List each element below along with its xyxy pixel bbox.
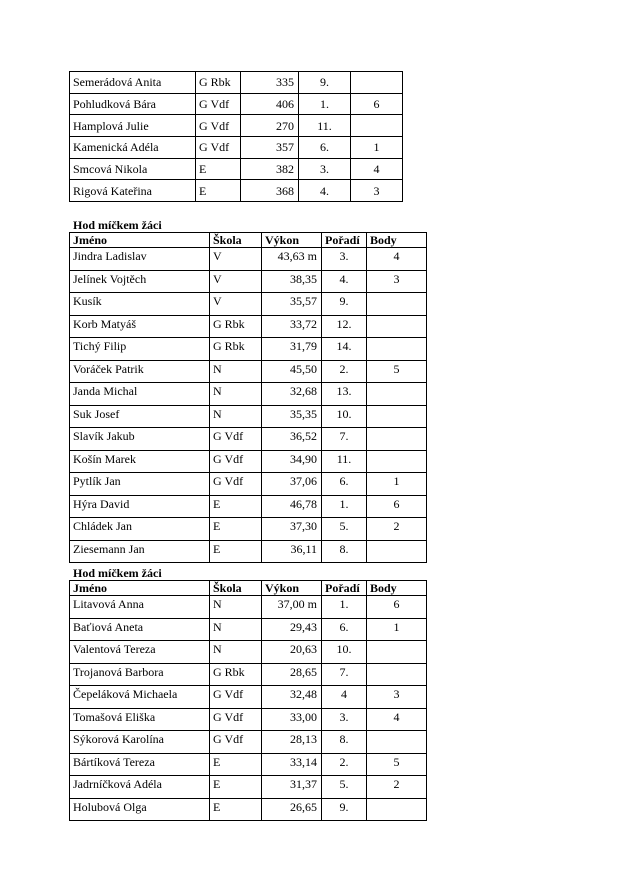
result-cell: 37,30 bbox=[262, 518, 322, 541]
school-cell: G Rbk bbox=[210, 315, 262, 338]
result-cell: 33,14 bbox=[262, 753, 322, 776]
name-cell: Suk Josef bbox=[70, 405, 210, 428]
rank-cell: 4 bbox=[322, 686, 367, 709]
table-row bbox=[70, 180, 403, 202]
points-cell bbox=[367, 663, 427, 686]
school-cell: G Rbk bbox=[210, 663, 262, 686]
table-row bbox=[70, 753, 427, 776]
name-cell: Janda Michal bbox=[70, 383, 210, 406]
school-cell: E bbox=[210, 776, 262, 799]
points-cell bbox=[367, 731, 427, 754]
name-cell: Hamplová Julie bbox=[70, 115, 196, 137]
rank-cell: 4. bbox=[322, 270, 367, 293]
results-table-3 bbox=[69, 580, 427, 821]
table-row bbox=[70, 596, 427, 619]
school-cell: N bbox=[210, 618, 262, 641]
school-cell: E bbox=[210, 495, 262, 518]
header-jmeno: Jméno bbox=[70, 581, 210, 596]
rank-cell: 10. bbox=[322, 641, 367, 664]
header-poradi: Pořadí bbox=[322, 581, 367, 596]
table-row bbox=[70, 495, 427, 518]
table-row bbox=[70, 293, 427, 316]
result-cell: 45,50 bbox=[262, 360, 322, 383]
header-skola: Škola bbox=[210, 233, 262, 248]
name-cell: Smcová Nikola bbox=[70, 158, 196, 180]
result-cell: 368 bbox=[241, 180, 299, 202]
table-3-body bbox=[70, 596, 427, 821]
points-cell bbox=[351, 72, 403, 94]
table-1-body bbox=[70, 72, 403, 202]
table-row bbox=[70, 518, 427, 541]
name-cell: Pohludková Bára bbox=[70, 93, 196, 115]
table-row bbox=[70, 663, 427, 686]
table-row bbox=[70, 248, 427, 271]
school-cell: G Vdf bbox=[210, 428, 262, 451]
result-cell: 37,06 bbox=[262, 473, 322, 496]
table-row bbox=[70, 72, 403, 94]
points-cell bbox=[367, 293, 427, 316]
rank-cell: 4. bbox=[299, 180, 351, 202]
name-cell: Jelínek Vojtěch bbox=[70, 270, 210, 293]
school-cell: G Vdf bbox=[196, 93, 241, 115]
results-table-2 bbox=[69, 232, 427, 563]
result-cell: 406 bbox=[241, 93, 299, 115]
points-cell: 3 bbox=[367, 270, 427, 293]
table-row bbox=[70, 338, 427, 361]
rank-cell: 9. bbox=[322, 798, 367, 821]
name-cell: Bártíková Tereza bbox=[70, 753, 210, 776]
name-cell: Sýkorová Karolína bbox=[70, 731, 210, 754]
results-table-1 bbox=[69, 71, 403, 202]
points-cell bbox=[367, 641, 427, 664]
result-cell: 357 bbox=[241, 137, 299, 159]
table-row bbox=[70, 137, 403, 159]
school-cell: G Vdf bbox=[210, 731, 262, 754]
points-cell bbox=[367, 405, 427, 428]
header-body: Body bbox=[367, 233, 427, 248]
rank-cell: 11. bbox=[322, 450, 367, 473]
rank-cell: 7. bbox=[322, 663, 367, 686]
school-cell: N bbox=[210, 360, 262, 383]
points-cell bbox=[367, 338, 427, 361]
rank-cell: 14. bbox=[322, 338, 367, 361]
points-cell bbox=[351, 115, 403, 137]
name-cell: Kamenická Adéla bbox=[70, 137, 196, 159]
points-cell: 3 bbox=[367, 686, 427, 709]
name-cell: Semerádová Anita bbox=[70, 72, 196, 94]
school-cell: E bbox=[196, 158, 241, 180]
school-cell: E bbox=[196, 180, 241, 202]
name-cell: Slavík Jakub bbox=[70, 428, 210, 451]
section-heading-3: Hod míčkem žáci bbox=[73, 566, 162, 580]
result-cell: 38,35 bbox=[262, 270, 322, 293]
school-cell: G Vdf bbox=[210, 686, 262, 709]
table-row bbox=[70, 473, 427, 496]
rank-cell: 13. bbox=[322, 383, 367, 406]
name-cell: Baťiová Aneta bbox=[70, 618, 210, 641]
result-cell: 270 bbox=[241, 115, 299, 137]
rank-cell: 1. bbox=[299, 93, 351, 115]
table-row bbox=[70, 428, 427, 451]
rank-cell: 6. bbox=[322, 618, 367, 641]
result-cell: 36,11 bbox=[262, 540, 322, 563]
points-cell: 6 bbox=[367, 495, 427, 518]
result-cell: 28,13 bbox=[262, 731, 322, 754]
name-cell: Tichý Filip bbox=[70, 338, 210, 361]
points-cell: 6 bbox=[367, 596, 427, 619]
school-cell: E bbox=[210, 518, 262, 541]
name-cell: Jindra Ladislav bbox=[70, 248, 210, 271]
table-row bbox=[70, 93, 403, 115]
result-cell: 43,63 m bbox=[262, 248, 322, 271]
result-cell: 20,63 bbox=[262, 641, 322, 664]
name-cell: Holubová Olga bbox=[70, 798, 210, 821]
name-cell: Hýra David bbox=[70, 495, 210, 518]
name-cell: Kusík bbox=[70, 293, 210, 316]
header-jmeno: Jméno bbox=[70, 233, 210, 248]
school-cell: V bbox=[210, 293, 262, 316]
table-row bbox=[70, 270, 427, 293]
points-cell bbox=[367, 428, 427, 451]
points-cell: 1 bbox=[367, 618, 427, 641]
section-heading-2: Hod míčkem žáci bbox=[73, 218, 162, 232]
result-cell: 36,52 bbox=[262, 428, 322, 451]
school-cell: E bbox=[210, 540, 262, 563]
name-cell: Rigová Kateřina bbox=[70, 180, 196, 202]
school-cell: G Rbk bbox=[196, 72, 241, 94]
rank-cell: 8. bbox=[322, 540, 367, 563]
result-cell: 35,57 bbox=[262, 293, 322, 316]
header-skola: Škola bbox=[210, 581, 262, 596]
result-cell: 37,00 m bbox=[262, 596, 322, 619]
table-row bbox=[70, 731, 427, 754]
table-row bbox=[70, 708, 427, 731]
name-cell: Jadrníčková Adéla bbox=[70, 776, 210, 799]
header-vykon: Výkon bbox=[262, 233, 322, 248]
rank-cell: 5. bbox=[322, 518, 367, 541]
points-cell: 2 bbox=[367, 518, 427, 541]
header-poradi: Pořadí bbox=[322, 233, 367, 248]
points-cell: 1 bbox=[367, 473, 427, 496]
result-cell: 32,48 bbox=[262, 686, 322, 709]
school-cell: N bbox=[210, 383, 262, 406]
rank-cell: 2. bbox=[322, 753, 367, 776]
school-cell: N bbox=[210, 405, 262, 428]
school-cell: N bbox=[210, 596, 262, 619]
rank-cell: 6. bbox=[322, 473, 367, 496]
points-cell bbox=[367, 540, 427, 563]
table-row bbox=[70, 383, 427, 406]
school-cell: E bbox=[210, 798, 262, 821]
table-row bbox=[70, 618, 427, 641]
header-vykon: Výkon bbox=[262, 581, 322, 596]
rank-cell: 7. bbox=[322, 428, 367, 451]
points-cell: 5 bbox=[367, 753, 427, 776]
points-cell: 4 bbox=[367, 708, 427, 731]
table-row bbox=[70, 540, 427, 563]
points-cell: 5 bbox=[367, 360, 427, 383]
points-cell: 2 bbox=[367, 776, 427, 799]
table-row bbox=[70, 798, 427, 821]
school-cell: G Vdf bbox=[210, 450, 262, 473]
rank-cell: 9. bbox=[322, 293, 367, 316]
rank-cell: 12. bbox=[322, 315, 367, 338]
table-row bbox=[70, 115, 403, 137]
rank-cell: 3. bbox=[322, 248, 367, 271]
table-row bbox=[70, 158, 403, 180]
school-cell: E bbox=[210, 753, 262, 776]
rank-cell: 10. bbox=[322, 405, 367, 428]
result-cell: 46,78 bbox=[262, 495, 322, 518]
table-2-body bbox=[70, 248, 427, 563]
rank-cell: 2. bbox=[322, 360, 367, 383]
table-row bbox=[70, 315, 427, 338]
rank-cell: 3. bbox=[322, 708, 367, 731]
school-cell: G Vdf bbox=[196, 137, 241, 159]
name-cell: Čepeláková Michaela bbox=[70, 686, 210, 709]
points-cell: 4 bbox=[351, 158, 403, 180]
name-cell: Chládek Jan bbox=[70, 518, 210, 541]
name-cell: Litavová Anna bbox=[70, 596, 210, 619]
table-row bbox=[70, 405, 427, 428]
name-cell: Ziesemann Jan bbox=[70, 540, 210, 563]
points-cell: 4 bbox=[367, 248, 427, 271]
points-cell: 3 bbox=[351, 180, 403, 202]
name-cell: Trojanová Barbora bbox=[70, 663, 210, 686]
result-cell: 35,35 bbox=[262, 405, 322, 428]
points-cell bbox=[367, 450, 427, 473]
table-header-row bbox=[70, 581, 427, 596]
result-cell: 26,65 bbox=[262, 798, 322, 821]
points-cell: 6 bbox=[351, 93, 403, 115]
result-cell: 31,79 bbox=[262, 338, 322, 361]
rank-cell: 11. bbox=[299, 115, 351, 137]
table-row bbox=[70, 686, 427, 709]
rank-cell: 6. bbox=[299, 137, 351, 159]
header-body: Body bbox=[367, 581, 427, 596]
result-cell: 34,90 bbox=[262, 450, 322, 473]
name-cell: Košín Marek bbox=[70, 450, 210, 473]
rank-cell: 1. bbox=[322, 495, 367, 518]
result-cell: 33,72 bbox=[262, 315, 322, 338]
result-cell: 28,65 bbox=[262, 663, 322, 686]
name-cell: Tomašová Eliška bbox=[70, 708, 210, 731]
school-cell: G Vdf bbox=[210, 708, 262, 731]
table-row bbox=[70, 776, 427, 799]
table-row bbox=[70, 450, 427, 473]
points-cell bbox=[367, 315, 427, 338]
result-cell: 33,00 bbox=[262, 708, 322, 731]
rank-cell: 5. bbox=[322, 776, 367, 799]
result-cell: 31,37 bbox=[262, 776, 322, 799]
result-cell: 335 bbox=[241, 72, 299, 94]
name-cell: Voráček Patrik bbox=[70, 360, 210, 383]
table-row bbox=[70, 641, 427, 664]
rank-cell: 1. bbox=[322, 596, 367, 619]
table-row bbox=[70, 360, 427, 383]
rank-cell: 8. bbox=[322, 731, 367, 754]
points-cell bbox=[367, 383, 427, 406]
school-cell: V bbox=[210, 270, 262, 293]
table-header-row bbox=[70, 233, 427, 248]
result-cell: 32,68 bbox=[262, 383, 322, 406]
name-cell: Pytlík Jan bbox=[70, 473, 210, 496]
name-cell: Valentová Tereza bbox=[70, 641, 210, 664]
school-cell: G Vdf bbox=[196, 115, 241, 137]
points-cell: 1 bbox=[351, 137, 403, 159]
result-cell: 29,43 bbox=[262, 618, 322, 641]
school-cell: N bbox=[210, 641, 262, 664]
points-cell bbox=[367, 798, 427, 821]
school-cell: V bbox=[210, 248, 262, 271]
rank-cell: 9. bbox=[299, 72, 351, 94]
rank-cell: 3. bbox=[299, 158, 351, 180]
school-cell: G Vdf bbox=[210, 473, 262, 496]
name-cell: Korb Matyáš bbox=[70, 315, 210, 338]
school-cell: G Rbk bbox=[210, 338, 262, 361]
result-cell: 382 bbox=[241, 158, 299, 180]
